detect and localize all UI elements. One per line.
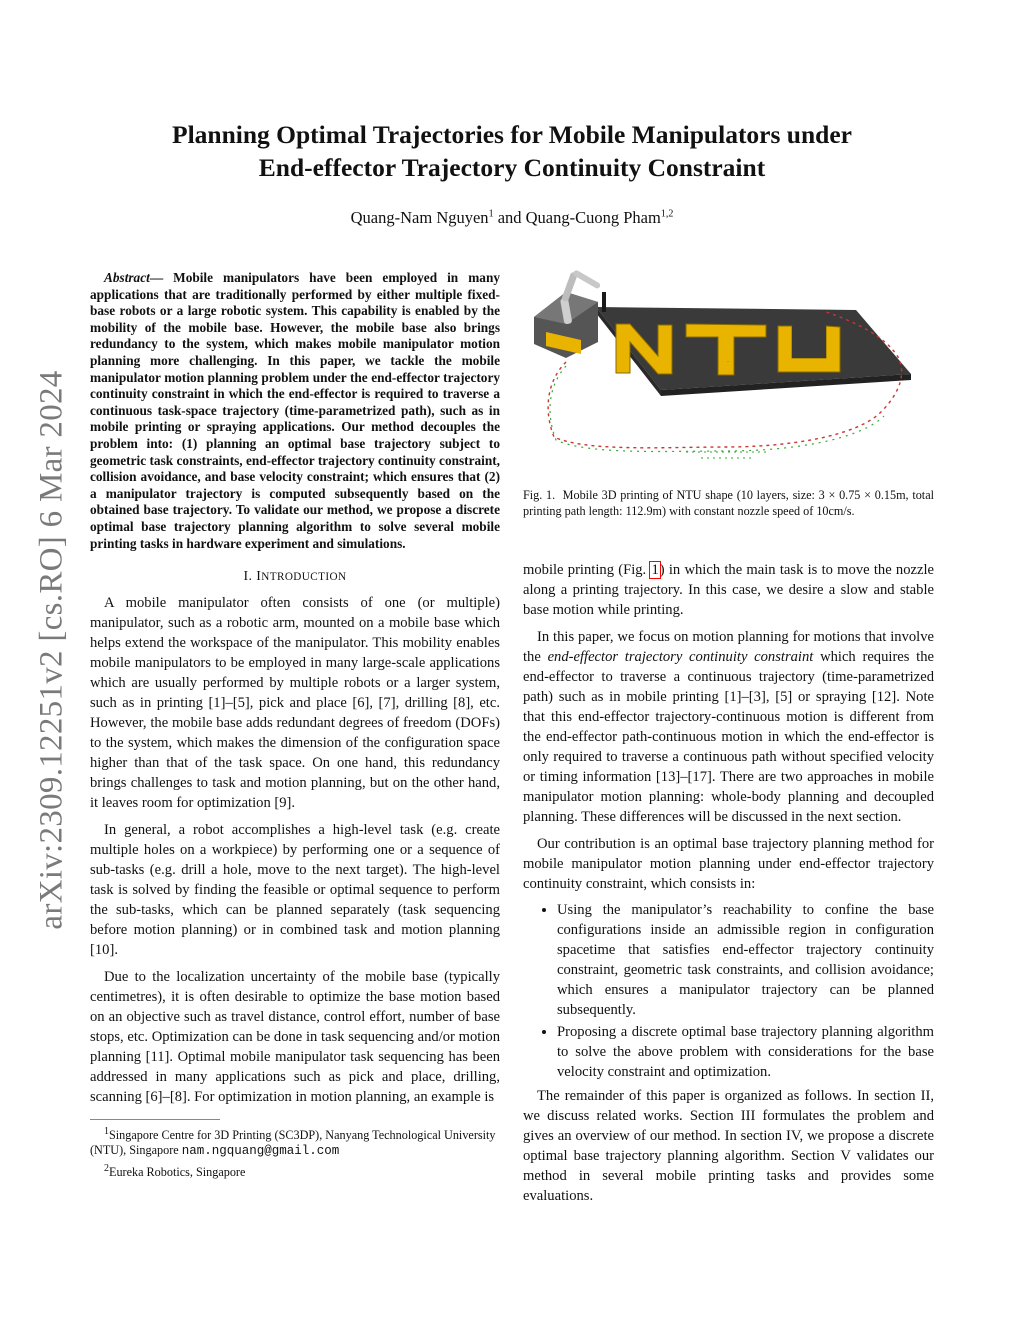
figure-1 (526, 262, 934, 482)
author-1-affil: 1 (488, 208, 494, 220)
mobile-robot (534, 269, 606, 358)
footnotes (90, 1124, 500, 1180)
arxiv-stamp-text: arXiv:2309.12251v2 [cs.RO] 6 Mar 2024 (33, 370, 70, 930)
footnote-1 (90, 1124, 500, 1159)
caption-text: Mobile 3D printing of NTU shape (10 layers, size: 3 × 0.75 × 0.15m, total printing path length: 112.9m) with constant nozzle speed of 10cm/s. (523, 488, 934, 518)
nozzle (602, 292, 606, 312)
left-column (90, 270, 500, 1182)
footnote-2 (90, 1161, 500, 1180)
footnote-1-text: Singapore Centre for 3D Printing (SC3DP), Nanyang Technological University (NTU), Singapore (90, 1128, 496, 1158)
figure-1-caption (523, 488, 934, 519)
right-paragraph-3: Our contribution is an optimal base trajectory planning method for mobile manipulator motion planning under end-effector trajectory continuity constraint, which consists in: (523, 836, 934, 892)
figure-1-image (526, 262, 934, 482)
abstract-dash: — (149, 270, 174, 285)
right-p2-after: which requires the end-effector to traverse a continuous trajectory (time-parametrized path) such as in mobile printing [1]–[3], [5] or spraying [12]. Note that this end-effector trajectory-continuous motion is different from the end-effector path-continuous motion in which the end-effector is only required to traverse a continuous path without specified velocity or timing information [13]–[17]. There are two approaches in mobile manipulator motion planning: whole-body planning and decoupled planning. These differences will be discussed in the next section. (523, 649, 935, 825)
footnote-rule (90, 1119, 220, 1120)
right-paragraph-2 (523, 627, 934, 827)
author-list (110, 208, 914, 228)
contribution-item-2: • Proposing a discrete optimal base trajectory planning algorithm to solve the above problem with considerations for the base velocity constraint and optimization. (557, 1022, 934, 1082)
footnote-1-mark: 1 (104, 1126, 109, 1138)
title-line-1: Planning Optimal Trajectories for Mobile Manipulators under (172, 120, 852, 149)
title-line-2: End-effector Trajectory Continuity Constraint (258, 153, 766, 182)
right-p2-before: In this paper, we focus on motion planning for motions that involve the (523, 629, 934, 665)
paper-title (110, 118, 914, 184)
letter-holes (792, 326, 826, 358)
author-conjunction: and (493, 208, 526, 227)
arm-link-3 (572, 269, 601, 289)
section-heading-introduction (90, 566, 500, 587)
right-p1-after: ) in which the main task is to move the nozzle along a printing trajectory. In this case, we desire a slow and stable base motion while printing. (523, 562, 934, 618)
right-p2-emphasis: end-effector trajectory continuity constraint (547, 649, 814, 665)
section-first-letter: I (256, 568, 262, 584)
footnote-email[interactable]: nam.ngquang@gmail.com (181, 1144, 340, 1159)
section-rest: NTRODUCTION (261, 571, 347, 584)
right-column (523, 560, 934, 1206)
contribution-list (523, 900, 934, 1082)
section-numeral: I. (243, 568, 257, 584)
abstract-label: Abstract (104, 270, 150, 285)
right-p1-before: mobile printing (Fig. (523, 562, 651, 578)
arxiv-stamp (16, 330, 88, 970)
platform-label: NTU (726, 362, 730, 363)
right-paragraph-4: The remainder of this paper is organized as follows. In section II, we discuss related works. Section III formulates the problem and gives an overview of our method. In section IV, we propose a discrete optimal base trajectory planning algorithm. Section V validates our method in several mobile printing tasks and provides some evaluations. (523, 1088, 934, 1204)
abstract-text: Mobile manipulators have been employed in many applications that are traditionally performed by either multiple fixed-base robots or a large robotic system. This capability is enabled by the mobility of the mobile base. However, the mobile base also brings redundancy to the system, which makes mobile manipulator motion planning more challenging. In this paper, we tackle the mobile manipulator motion planning problem under the end-effector trajectory continuity constraint in which the end-effector is required to traverse a continuous task-space trajectory (time-parametrized path), such as in mobile printing or spraying applications. Our method decouples the problem into: (1) planning an optimal base trajectory subject to geometric task constraints, end-effector trajectory continuity constraint, collision avoidance, and base velocity constraint; which ensures that (2) a manipulator trajectory is computed subsequently based on the obtained base trajectory. To validate our method, we propose a discrete optimal base trajectory planning algorithm to solve several mobile printing tasks in hardware experiment and simulations. (90, 270, 500, 551)
figure-ref-link[interactable]: 1 (651, 562, 659, 578)
intro-paragraph-2: In general, a robot accomplishes a high-level task (e.g. create multiple holes on a workpiece) by performing one or a sequence of sub-tasks (e.g. drill a hole, move to the next target). The high-level task is solved by finding the feasible or optimal sequence to perform the sub-tasks, which can be planned separately (task sequencing before motion planning) or in combined task and motion planning [10]. (90, 822, 500, 959)
intro-paragraph-3: Due to the localization uncertainty of the mobile base (typically centimetres), it is often desirable to optimize the base motion based on an objective such as travel distance, control effort, number of base stops, etc. Optimization can be done in task sequencing and/or motion planning [11]. Optimal mobile manipulator task sequencing has been addressed in many applications such as pick and place, drilling, scanning [6]–[8]. For optimization in motion planning, an example is (90, 969, 500, 1106)
footnote-2-mark: 2 (104, 1163, 109, 1175)
extra-frames (686, 452, 766, 458)
intro-paragraph-1: A mobile manipulator often consists of one (or multiple) manipulator, such as a robotic arm, mounted on a mobile base which helps extend the workspace of the manipulator. This mobility enables mobile manipulators to be employed in many large-scale applications which are usually performed by multiple robots or a larger system, such as in printing [1]–[5], pick and place [6], [7], drilling [8], etc. However, the mobile base adds redundant degrees of freedom (DOFs) to the system, which makes the dimension of the configuration space higher than that of the task space. On one hand, this redundancy brings challenges to task and motion planning, but on the other hand, it leaves room for optimization [9]. (90, 595, 500, 812)
caption-label: Fig. 1. (523, 488, 556, 502)
author-2: Quang-Cuong Pham (525, 208, 661, 227)
u-inner (792, 326, 826, 358)
footnote-2-text: Eureka Robotics, Singapore (109, 1165, 246, 1180)
abstract (90, 270, 500, 552)
right-paragraph-1 (523, 560, 934, 620)
author-1: Quang-Nam Nguyen (350, 208, 489, 227)
contribution-item-1: • Using the manipulator’s reachability to confine the base configurations inside an admissible region in configuration spacetime that satisfies end-effector trajectory continuity constraint, geometric task constraints, and collision avoidance; which ensures a manipulator trajectory can be planned subsequently. (557, 900, 934, 1020)
author-2-affil: 1,2 (660, 208, 674, 220)
